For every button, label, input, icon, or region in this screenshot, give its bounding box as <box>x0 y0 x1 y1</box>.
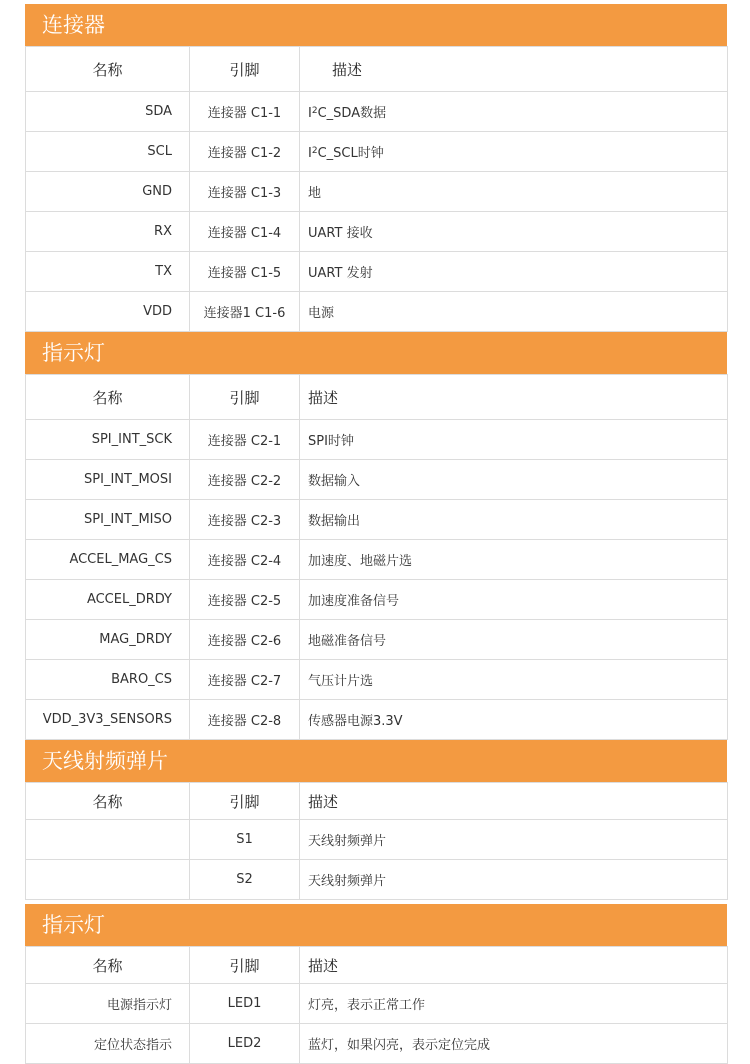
col-header-desc: 描述 <box>300 947 728 984</box>
desc-text: C_SDA数据 <box>317 106 387 121</box>
pin-name <box>26 860 190 900</box>
pin-name: 电源指示灯 <box>26 984 190 1024</box>
col-header-desc: 描述 <box>300 375 728 420</box>
pin-description: 气压计片选 <box>300 660 728 700</box>
pin-description: UART 接收 <box>300 212 728 252</box>
pin-description: 天线射频弹片 <box>300 860 728 900</box>
table-row <box>26 660 728 700</box>
table-row <box>26 580 728 620</box>
table-row <box>26 172 728 212</box>
table-row <box>26 1024 728 1064</box>
pin-description: 蓝灯，如果闪亮，表示定位完成 <box>300 1024 728 1064</box>
pin-description <box>300 92 728 132</box>
pin-location: LED1 <box>190 984 300 1024</box>
connector-table <box>25 46 728 332</box>
pin-description: 地 <box>300 172 728 212</box>
desc-superscript: 2 <box>311 146 318 156</box>
pin-description: SPI时钟 <box>300 420 728 460</box>
pin-location: 连接器 C1-4 <box>190 212 300 252</box>
col-header-name: 名称 <box>26 783 190 820</box>
pin-location: 连接器 C2-3 <box>190 500 300 540</box>
table-header-row <box>26 47 728 92</box>
table-row <box>26 500 728 540</box>
table-row <box>26 252 728 292</box>
table-row <box>26 860 728 900</box>
pin-description: 灯亮，表示正常工作 <box>300 984 728 1024</box>
indicator-pins-table <box>25 374 728 740</box>
table-row <box>26 540 728 580</box>
section-header-indicator: 指示灯 <box>25 332 727 374</box>
pin-description: 传感器电源3.3V <box>300 700 728 740</box>
pin-location: 连接器 C1-5 <box>190 252 300 292</box>
pin-name: TX <box>26 252 190 292</box>
pin-name: 定位状态指示 <box>26 1024 190 1064</box>
table-row <box>26 292 728 332</box>
pin-location: 连接器 C2-2 <box>190 460 300 500</box>
pin-location: 连接器 C1-2 <box>190 132 300 172</box>
section-header-antenna: 天线射频弹片 <box>25 740 727 782</box>
pin-name: SPI_INT_MISO <box>26 500 190 540</box>
col-header-pin: 引脚 <box>190 375 300 420</box>
pin-name: SPI_INT_MOSI <box>26 460 190 500</box>
pin-location: LED2 <box>190 1024 300 1064</box>
pin-name <box>26 820 190 860</box>
spec-document <box>25 4 727 1064</box>
pin-location: S1 <box>190 820 300 860</box>
table-row <box>26 820 728 860</box>
desc-prefix: I <box>308 106 312 121</box>
col-header-pin: 引脚 <box>190 47 300 92</box>
pin-description: 数据输出 <box>300 500 728 540</box>
table-row <box>26 700 728 740</box>
table-row <box>26 984 728 1024</box>
pin-description: 天线射频弹片 <box>300 820 728 860</box>
table-header-row <box>26 947 728 984</box>
pin-name: BARO_CS <box>26 660 190 700</box>
pin-location: 连接器 C1-1 <box>190 92 300 132</box>
desc-prefix: I <box>308 146 312 161</box>
antenna-table <box>25 782 728 900</box>
pin-name: SCL <box>26 132 190 172</box>
pin-description: 地磁准备信号 <box>300 620 728 660</box>
pin-location: 连接器 C2-8 <box>190 700 300 740</box>
pin-location: 连接器 C2-1 <box>190 420 300 460</box>
table-row <box>26 132 728 172</box>
pin-description <box>300 132 728 172</box>
col-header-name: 名称 <box>26 375 190 420</box>
pin-name: ACCEL_DRDY <box>26 580 190 620</box>
led-table <box>25 946 728 1064</box>
col-header-pin: 引脚 <box>190 783 300 820</box>
table-row <box>26 92 728 132</box>
pin-name: GND <box>26 172 190 212</box>
pin-location: 连接器1 C1-6 <box>190 292 300 332</box>
pin-name: ACCEL_MAG_CS <box>26 540 190 580</box>
pin-description: 数据输入 <box>300 460 728 500</box>
table-row <box>26 212 728 252</box>
pin-name: MAG_DRDY <box>26 620 190 660</box>
table-row <box>26 420 728 460</box>
col-header-desc: 描述 <box>300 783 728 820</box>
pin-location: 连接器 C2-6 <box>190 620 300 660</box>
pin-location: 连接器 C2-4 <box>190 540 300 580</box>
pin-description: 加速度、地磁片选 <box>300 540 728 580</box>
pin-location: 连接器 C1-3 <box>190 172 300 212</box>
pin-name: SPI_INT_SCK <box>26 420 190 460</box>
table-header-row <box>26 783 728 820</box>
pin-name: VDD <box>26 292 190 332</box>
pin-name: SDA <box>26 92 190 132</box>
desc-superscript: 2 <box>311 106 318 116</box>
table-row <box>26 620 728 660</box>
pin-description: 加速度准备信号 <box>300 580 728 620</box>
col-header-desc: 描述 <box>300 47 728 92</box>
col-header-pin: 引脚 <box>190 947 300 984</box>
pin-name: RX <box>26 212 190 252</box>
pin-location: 连接器 C2-5 <box>190 580 300 620</box>
col-header-name: 名称 <box>26 47 190 92</box>
pin-name: VDD_3V3_SENSORS <box>26 700 190 740</box>
table-row <box>26 460 728 500</box>
pin-description: 电源 <box>300 292 728 332</box>
section-header-led: 指示灯 <box>25 904 727 946</box>
section-header-connector: 连接器 <box>25 4 727 46</box>
desc-text: C_SCL时钟 <box>317 146 384 161</box>
table-header-row <box>26 375 728 420</box>
pin-location: S2 <box>190 860 300 900</box>
col-header-name: 名称 <box>26 947 190 984</box>
pin-location: 连接器 C2-7 <box>190 660 300 700</box>
pin-description: UART 发射 <box>300 252 728 292</box>
